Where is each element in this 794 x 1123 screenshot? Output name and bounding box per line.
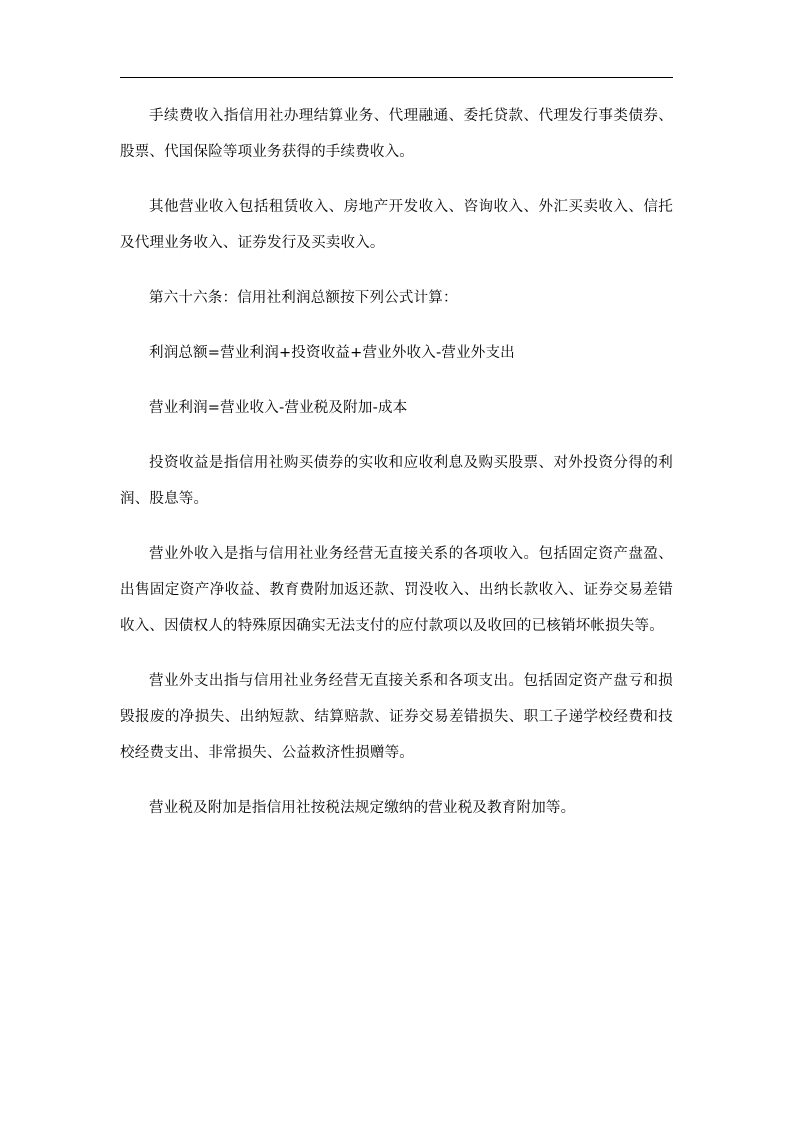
- paragraph-other-income: 其他营业收入包括租赁收入、房地产开发收入、咨询收入、外汇买卖收入、信托及代理业务收入、证券发行及买卖收入。: [120, 199, 673, 251]
- paragraph-investment-income: 投资收益是指信用社购买债券的实收和应收利息及购买股票、对外投资分得的利润、股息等。: [120, 455, 673, 507]
- formula-operating-profit: 营业利润=营业收入-营业税及附加-成本: [149, 400, 408, 416]
- paragraph-non-operating-income: 营业外收入是指与信用社业务经营无直接关系的各项收入。包括固定资产盘盈、出售固定资产净收益、教育费附加返还款、罚没收入、出纳长款收入、证券交易差错收入、因债权人的特殊原因确实无法支付的应付款项以及收回的已核销坏帐损失等。: [120, 546, 673, 634]
- paragraph-non-operating-expense: 营业外支出指与信用社业务经营无直接关系和各项支出。包括固定资产盘亏和损毁报废的净损失、出纳短款、结算赔款、证券交易差错损失、职工子递学校经费和技校经费支出、非常损失、公益救济性损赠等。: [120, 673, 673, 761]
- paragraph-business-tax: 营业税及附加是指信用社按税法规定缴纳的营业税及教育附加等。: [149, 800, 576, 816]
- formula-total-profit: 利润总额=营业利润+投资收益+营业外收入-营业外支出: [149, 345, 515, 361]
- document-body: [120, 98, 673, 845]
- paragraph-fee-income: 手续费收入指信用社办理结算业务、代理融通、委托贷款、代理发行事类债券、股票、代国保险等项业务获得的手续费收入。: [120, 108, 673, 160]
- header-rule: [120, 77, 673, 78]
- paragraph-article-66: 第六十六条：信用社利润总额按下列公式计算：: [149, 290, 458, 306]
